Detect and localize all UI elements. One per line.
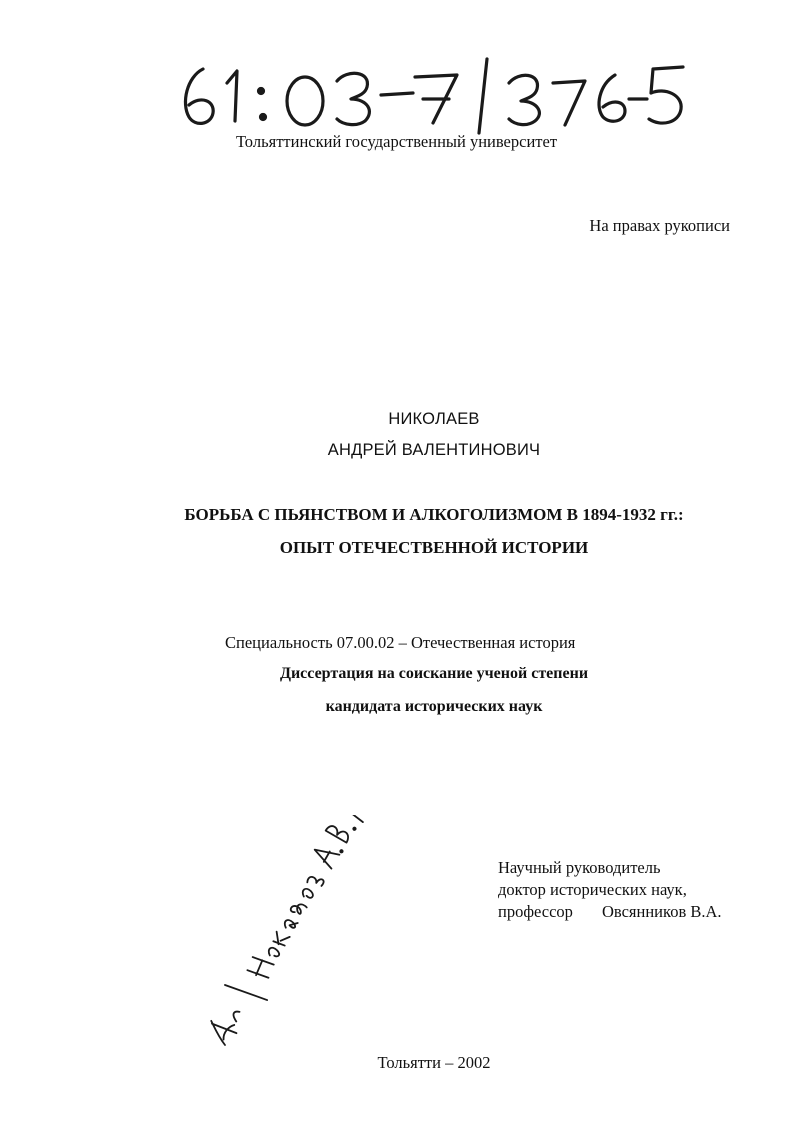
supervisor-title: профессор: [498, 902, 573, 921]
supervisor-degree: доктор исторических наук,: [498, 880, 687, 899]
specialty-line: Специальность 07.00.02 – Отечественная история: [225, 633, 576, 652]
manuscript-rights-note: На правах рукописи: [589, 216, 730, 235]
supervisor-name: Овсянников В.А.: [602, 902, 722, 921]
supervisor-name-line: [498, 902, 722, 922]
university-name: Тольяттинский государственный университет: [235, 132, 558, 151]
place-and-year: Тольятти – 2002: [377, 1053, 491, 1072]
handwritten-signature: [205, 815, 465, 1060]
dissertation-title-line-1: БОРЬБА С ПЬЯНСТВОМ И АЛКОГОЛИЗМОМ В 1894-1932 гг.:: [184, 505, 684, 524]
degree-line-2: кандидата исторических наук: [325, 698, 543, 715]
author-surname: НИКОЛАЕВ: [388, 410, 480, 428]
author-first-names: АНДРЕЙ ВАЛЕНТИНОВИЧ: [327, 441, 541, 459]
degree-line-1: Диссертация на соискание ученой степени: [279, 665, 589, 682]
dissertation-title-line-2: ОПЫТ ОТЕЧЕСТВЕННОЙ ИСТОРИИ: [279, 538, 589, 557]
handwritten-registration-code: [175, 55, 695, 135]
supervisor-role: Научный руководитель: [498, 858, 661, 877]
